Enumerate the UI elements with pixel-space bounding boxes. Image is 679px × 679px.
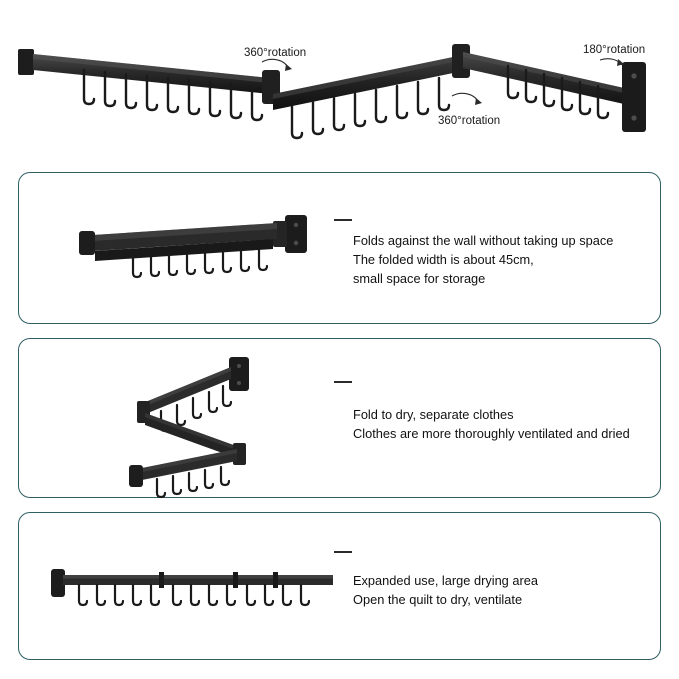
feature-card-folded xyxy=(18,172,661,324)
feature-card-expanded xyxy=(18,512,661,660)
card-2-line-2: Clothes are more thoroughly ventilated and dried xyxy=(353,426,630,441)
card-2-line-1: Fold to dry, separate clothes xyxy=(353,407,514,422)
hero-label-center-rotation: 360°rotation xyxy=(438,115,501,127)
rack-folded-against-wall-icon xyxy=(33,173,323,325)
card-3-text xyxy=(353,571,538,609)
hero-product-illustration xyxy=(0,0,679,160)
hero-label-left-rotation: 360°rotation xyxy=(244,47,307,59)
card-1-line-2: The folded width is about 45cm, xyxy=(353,252,534,267)
card-1-text xyxy=(353,231,613,288)
card-1-line-1: Folds against the wall without taking up space xyxy=(353,233,614,248)
hero-section xyxy=(0,0,679,160)
card-3-dash xyxy=(334,551,352,553)
rack-fully-expanded-icon xyxy=(33,513,333,661)
feature-card-zigzag xyxy=(18,338,661,498)
hero-label-right-rotation: 180°rotation xyxy=(583,44,646,56)
card-2-dash xyxy=(334,381,352,383)
rack-zigzag-folded-icon xyxy=(33,339,323,499)
card-3-line-2: Open the quilt to dry, ventilate xyxy=(353,592,523,607)
card-1-line-3: small space for storage xyxy=(353,271,486,286)
card-3-line-1: Expanded use, large drying area xyxy=(353,573,538,588)
card-2-text xyxy=(353,405,630,443)
card-1-dash xyxy=(334,219,352,221)
